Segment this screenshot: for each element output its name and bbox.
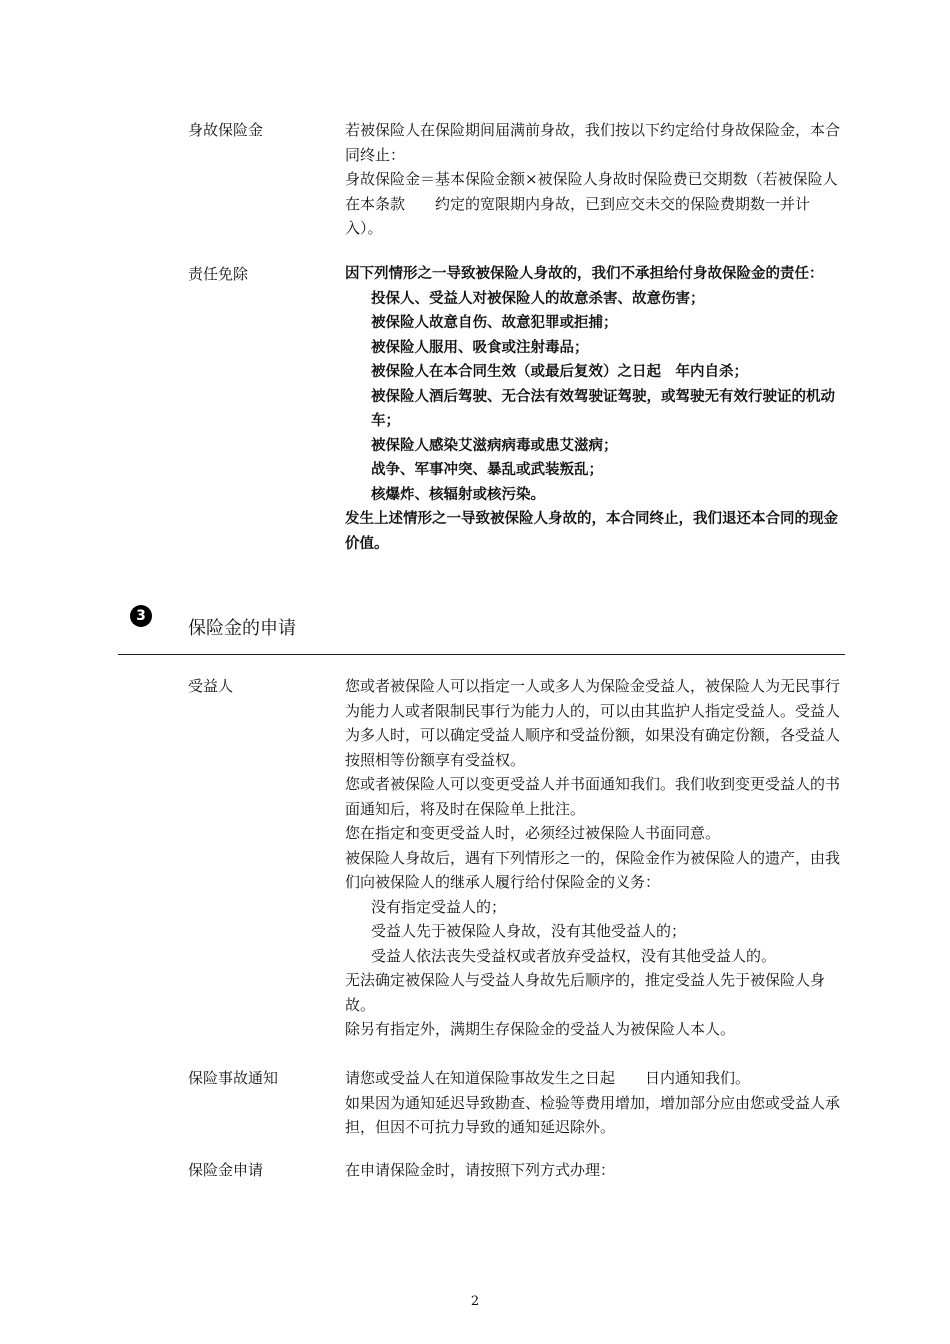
page-number: 2	[470, 1294, 480, 1309]
exclusion-item: 被保险人故意自伤、故意犯罪或拒捕；	[371, 315, 618, 331]
clause-label: 受益人	[188, 677, 234, 695]
exclusion-item: 被保险人酒后驾驶、无合法有效驾驶证驾驶，或驾驶无有效行驶证的机动车；	[371, 388, 835, 429]
exclusion-item: 投保人、受益人对被保险人的故意杀害、故意伤害；	[371, 290, 705, 307]
clause-paragraph: 被保险人身故后，遇有下列情形之一的，保险金作为被保险人的遗产，由我们向被保险人的继承人履行给付保险金的义务：	[345, 848, 841, 891]
clause-paragraph: 请您或受益人在知道保险事故发生之日起 日内通知我们。	[345, 1069, 751, 1087]
clause-paragraph: 您或者被保险人可以变更受益人并书面通知我们。我们收到变更受益人的书面通知后，将及时在保险单上批注。	[345, 775, 841, 818]
beneficiary-item: 受益人依法丧失受益权或者放弃受益权，没有其他受益人的。	[371, 946, 777, 965]
exclusion-item: 核爆炸、核辐射或核污染。	[371, 486, 545, 503]
exclusion-item: 战争、军事冲突、暴乱或武装叛乱；	[371, 462, 603, 478]
clause-paragraph: 在申请保险金时，请按照下列方式办理：	[345, 1161, 616, 1179]
exclusion-item: 被保险人感染艾滋病病毒或患艾滋病；	[371, 437, 618, 454]
section-number-icon: 3	[130, 605, 152, 627]
clause-label: 保险金申请	[188, 1161, 264, 1179]
clause-paragraph: 因下列情形之一导致被保险人身故的，我们不承担给付身故保险金的责任：	[345, 266, 824, 282]
clause-body	[345, 1066, 845, 1140]
exclusion-item: 被保险人在本合同生效（或最后复效）之日起 年内自杀；	[371, 364, 748, 380]
clause-paragraph: 您在指定和变更受益人时，必须经过被保险人书面同意。	[345, 824, 721, 842]
clause-body	[345, 118, 845, 241]
section-title: 保险金的申请	[188, 618, 296, 639]
exclusion-item: 被保险人服用、吸食或注射毒品；	[371, 339, 589, 356]
clause-paragraph: 无法确定被保险人与受益人身故先后顺序的，推定受益人先于被保险人身故。	[345, 971, 826, 1014]
clause-body	[345, 262, 845, 556]
beneficiary-item: 受益人先于被保险人身故，没有其他受益人的；	[371, 922, 687, 940]
clause-paragraph: 发生上述情形之一导致被保险人身故的，本合同终止，我们退还本合同的现金价值。	[345, 511, 838, 552]
section-heading	[0, 600, 950, 660]
section-divider	[118, 654, 845, 655]
clause-body	[345, 674, 845, 1042]
clause-paragraph: 若被保险人在保险期间届满前身故，我们按以下约定给付身故保险金，本合同终止：	[345, 121, 841, 164]
clause-paragraph: 除另有指定外，满期生存保险金的受益人为被保险人本人。	[345, 1020, 736, 1038]
clause-label: 保险事故通知	[188, 1069, 279, 1087]
beneficiary-item: 没有指定受益人的；	[371, 897, 507, 916]
clause-label: 身故保险金	[188, 121, 264, 139]
clause-paragraph: 如果因为通知延迟导致勘查、检验等费用增加，增加部分应由您或受益人承担，但因不可抗力导致的通知延迟除外。	[345, 1093, 841, 1136]
clause-paragraph: 您或者被保险人可以指定一人或多人为保险金受益人，被保险人为无民事行为能力人或者限制民事行为能力人的，可以由其监护人指定受益人。受益人为多人时，可以确定受益人顺序和受益份额，如果没有确定份额，各受益人按照相等份额享有受益权。	[345, 677, 841, 769]
clause-label: 责任免除	[188, 265, 249, 283]
clause-paragraph: 身故保险金＝基本保险金额×被保险人身故时保险费已交期数（若被保险人在本条款 约定的宽限期内身故，已到应交未交的保险费期数一并计入）。	[345, 170, 838, 237]
clause-body	[345, 1158, 845, 1183]
